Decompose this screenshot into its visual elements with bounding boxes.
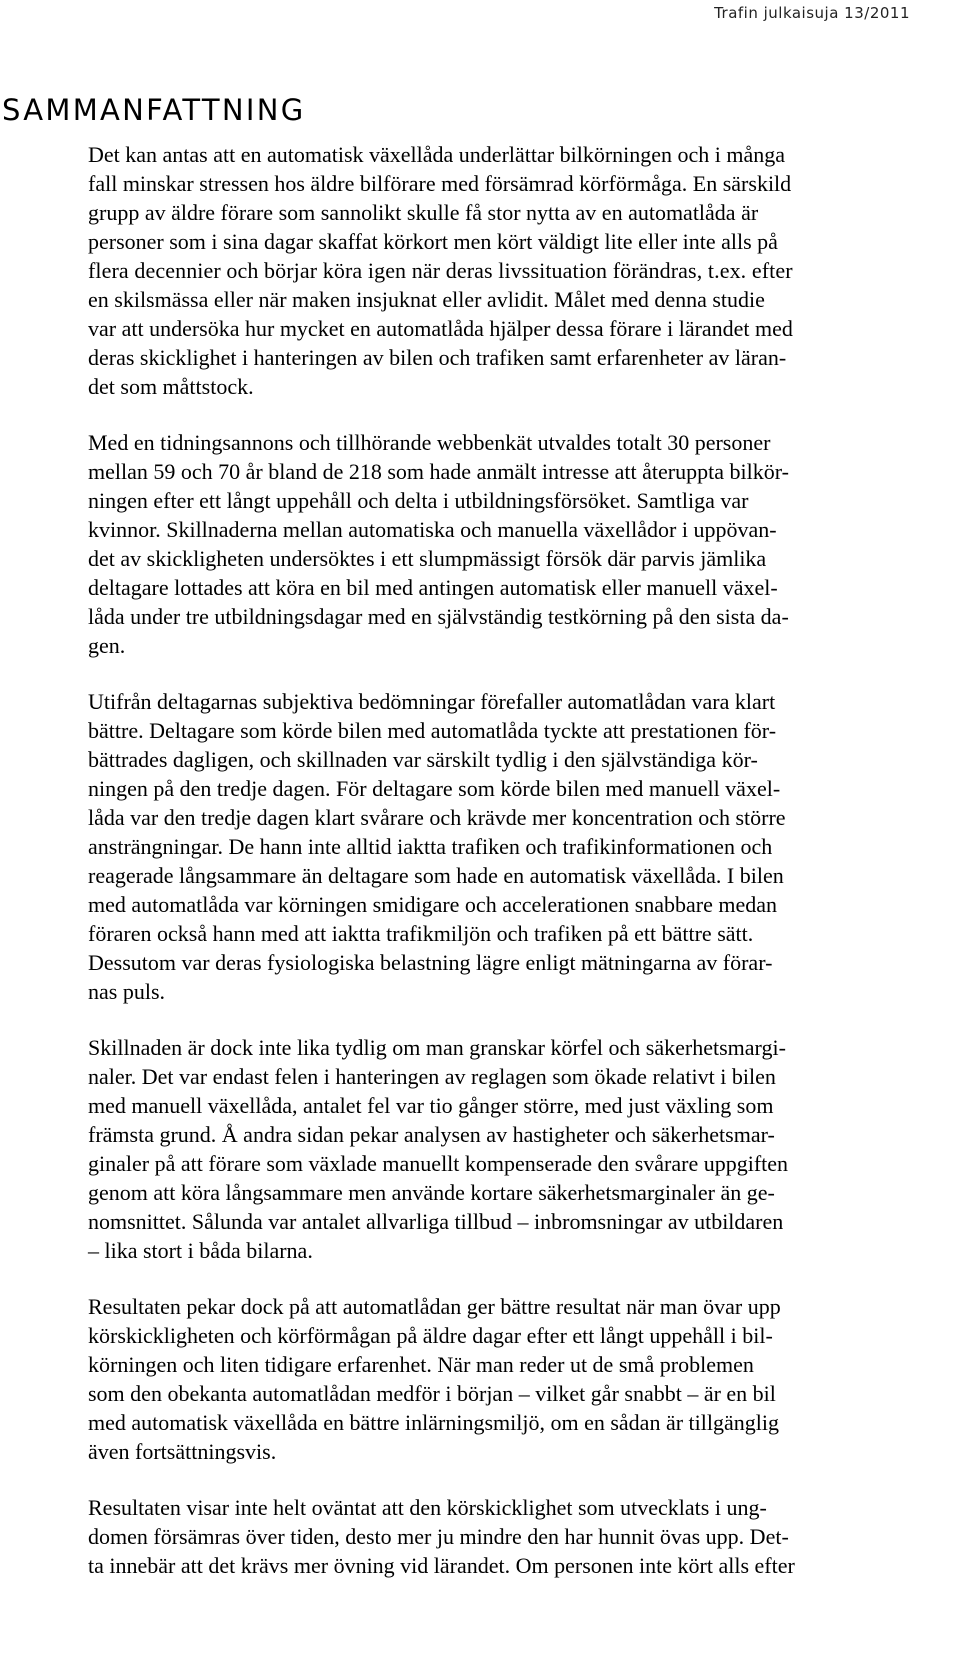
text-line: körningen och liten tidigare erfarenhet. När man reder ut de små problemen bbox=[88, 1352, 754, 1377]
text-line: deltagare lottades att köra en bil med antingen automatisk eller manuell växel- bbox=[88, 575, 778, 600]
text-line: med automatlåda var körningen smidigare och accelerationen snabbare medan bbox=[88, 892, 778, 917]
text-line: även fortsättningsvis. bbox=[88, 1439, 277, 1464]
running-header: Trafin julkaisuja 13/2011 bbox=[714, 4, 910, 22]
text-line: ningen på den tredje dagen. För deltagare som körde bilen med manuell växel- bbox=[88, 776, 781, 801]
text-line: deras skicklighet i hanteringen av bilen och trafiken samt erfarenheter av läran- bbox=[88, 345, 787, 370]
section-title: SAMMANFATTNING bbox=[2, 93, 306, 127]
paragraph bbox=[88, 1493, 932, 1580]
text-line: fall minskar stressen hos äldre bilförare med försämrad körförmåga. En särskild bbox=[88, 171, 792, 196]
paragraph bbox=[88, 140, 932, 401]
text-line: bättre. Deltagare som körde bilen med automatlåda tyckte att prestationen för- bbox=[88, 718, 777, 743]
text-line: flera decennier och börjar köra igen när deras livssituation förändras, t.ex. efter bbox=[88, 258, 793, 283]
paragraph bbox=[88, 1033, 932, 1265]
text-line: grupp av äldre förare som sannolikt skulle få stor nytta av en automatlåda är bbox=[88, 200, 759, 225]
body-text bbox=[88, 140, 932, 1607]
text-line: Med en tidningsannons och tillhörande webbenkät utvaldes totalt 30 personer bbox=[88, 430, 771, 455]
text-line: Dessutom var deras fysiologiska belastning lägre enligt mätningarna av förar- bbox=[88, 950, 773, 975]
text-line: Det kan antas att en automatisk växellåda underlättar bilkörningen och i många bbox=[88, 142, 786, 167]
text-line: med manuell växellåda, antalet fel var tio gånger större, med just växling som bbox=[88, 1093, 774, 1118]
text-line: ginaler på att förare som växlade manuellt kompenserade den svårare uppgiften bbox=[88, 1151, 789, 1176]
text-line: ansträngningar. De hann inte alltid iaktta trafiken och trafikinformationen och bbox=[88, 834, 773, 859]
text-line: det av skickligheten undersöktes i ett slumpmässigt försök där parvis jämlika bbox=[88, 546, 767, 571]
text-line: det som måttstock. bbox=[88, 374, 254, 399]
paragraph bbox=[88, 687, 932, 1006]
paragraph bbox=[88, 428, 932, 660]
text-line: mellan 59 och 70 år bland de 218 som hade anmält intresse att återuppta bilkör- bbox=[88, 459, 789, 484]
text-line: – lika stort i båda bilarna. bbox=[88, 1238, 313, 1263]
text-line: domen försämras över tiden, desto mer ju mindre den har hunnit övas upp. Det- bbox=[88, 1524, 789, 1549]
text-line: Resultaten visar inte helt oväntat att den körskicklighet som utvecklats i ung- bbox=[88, 1495, 767, 1520]
text-line: var att undersöka hur mycket en automatlåda hjälper dessa förare i lärandet med bbox=[88, 316, 793, 341]
paragraph bbox=[88, 1292, 932, 1466]
text-line: nas puls. bbox=[88, 979, 165, 1004]
text-line: Resultaten pekar dock på att automatlådan ger bättre resultat när man övar upp bbox=[88, 1294, 781, 1319]
text-line: som den obekanta automatlådan medför i början – vilket går snabbt – är en bil bbox=[88, 1381, 776, 1406]
text-line: en skilsmässa eller när maken insjuknat eller avlidit. Målet med denna studie bbox=[88, 287, 765, 312]
text-line: gen. bbox=[88, 633, 126, 658]
text-line: nomsnittet. Sålunda var antalet allvarliga tillbud – inbromsningar av utbildaren bbox=[88, 1209, 784, 1234]
text-line: ningen efter ett långt uppehåll och delta i utbildningsförsöket. Samtliga var bbox=[88, 488, 749, 513]
text-line: ta innebär att det krävs mer övning vid lärandet. Om personen inte kört alls efter bbox=[88, 1553, 795, 1578]
text-line: låda under tre utbildningsdagar med en självständig testkörning på den sista da- bbox=[88, 604, 789, 629]
text-line: med automatisk växellåda en bättre inlärningsmiljö, om en sådan är tillgänglig bbox=[88, 1410, 779, 1435]
text-line: körskickligheten och körförmågan på äldre dagar efter ett långt uppehåll i bil- bbox=[88, 1323, 773, 1348]
text-line: Skillnaden är dock inte lika tydlig om man granskar körfel och säkerhetsmargi- bbox=[88, 1035, 786, 1060]
text-line: genom att köra långsammare men använde kortare säkerhetsmarginaler än ge- bbox=[88, 1180, 775, 1205]
text-line: personer som i sina dagar skaffat körkort men kört väldigt lite eller inte alls på bbox=[88, 229, 778, 254]
text-line: låda var den tredje dagen klart svårare och krävde mer koncentration och större bbox=[88, 805, 786, 830]
text-line: Utifrån deltagarnas subjektiva bedömningar förefaller automatlådan vara klart bbox=[88, 689, 776, 714]
text-line: bättrades dagligen, och skillnaden var särskilt tydlig i den självständiga kör- bbox=[88, 747, 758, 772]
text-line: främsta grund. Å andra sidan pekar analysen av hastigheter och säkerhetsmar- bbox=[88, 1122, 775, 1147]
text-line: kvinnor. Skillnaderna mellan automatiska och manuella växellådor i uppövan- bbox=[88, 517, 777, 542]
text-line: reagerade långsammare än deltagare som hade en automatisk växellåda. I bilen bbox=[88, 863, 784, 888]
text-line: naler. Det var endast felen i hanteringen av reglagen som ökade relativt i bilen bbox=[88, 1064, 776, 1089]
text-line: föraren också hann med att iaktta trafikmiljön och trafiken på ett bättre sätt. bbox=[88, 921, 754, 946]
